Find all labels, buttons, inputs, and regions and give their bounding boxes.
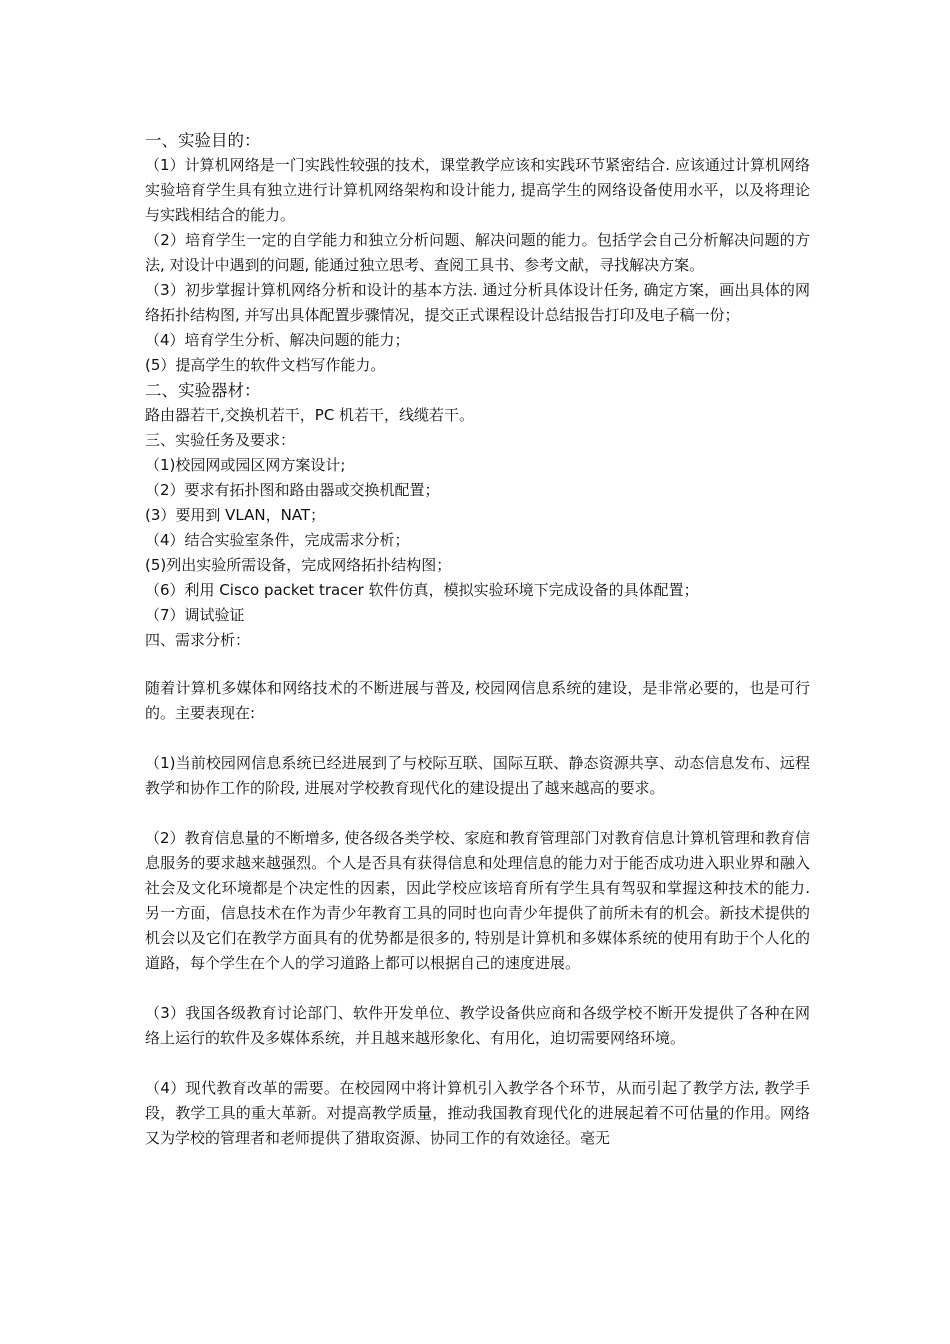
spacer <box>145 801 810 826</box>
spacer <box>145 653 810 676</box>
equipment-list: 路由器若干,交换机若干，PC 机若干，线缆若干。 <box>145 406 475 424</box>
requirements-item-1: （1)当前校园网信息系统已经进展到了与校际互联、国际互联、静态资源共享、动态信息发布、远程教学和协作工作的阶段, 进展对学校教育现代化的建设提出了越来越高的要求。 <box>145 754 810 797</box>
section-heading-requirements: 四、需求分析： <box>145 631 251 649</box>
requirements-item-2: （2）教育信息量的不断增多, 使各级各类学校、家庭和教育管理部门对教育信息计算机管理和教育信息服务的要求越来越强烈。个人是否具有获得信息和处理信息的能力对于能否成功进入职业界和融入社会及文化环境都是个决定性的因素，因此学校应该培育所有学生具有驾驭和掌握这种技术的能力. 另一方面，信息技术在作为青少年教育工具的同时也向青少年提供了前所未有的机会。新技术提供的机会以及它们在教学方面具有的优势都是很多的, 特别是计算机和多媒体系统的使用有助于个人化的道路，每个学生在个人的学习道路上都可以根据自己的速度进展。 <box>145 829 810 972</box>
task-item-3: (3）要用到 VLAN，NAT； <box>145 506 326 524</box>
purpose-item-5: (5）提高学生的软件文档写作能力。 <box>145 356 386 374</box>
task-item-2: （2）要求有拓扑图和路由器或交换机配置； <box>145 481 440 499</box>
section-heading-tasks: 三、实验任务及要求： <box>145 431 296 449</box>
spacer <box>145 1051 810 1076</box>
task-item-4: （4）结合实验室条件，完成需求分析； <box>145 531 410 549</box>
task-item-6: （6）利用 Cisco packet tracer 软件仿真，模拟实验环境下完成设备的具体配置； <box>145 581 699 599</box>
requirements-item-4: （4）现代教育改革的需要。在校园网中将计算机引入教学各个环节，从而引起了教学方法, 教学手段，教学工具的重大革新。对提高教学质量，推动我国教育现代化的进展起着不可估量的作用。网络又为学校的管理者和老师提供了猎取资源、协同工作的有效途径。毫无 <box>145 1079 810 1147</box>
purpose-item-4: （4）培育学生分析、解决问题的能力； <box>145 331 410 349</box>
requirements-intro: 随着计算机多媒体和网络技术的不断进展与普及, 校园网信息系统的建设，是非常必要的，也是可行的。主要表现在: <box>145 679 810 722</box>
task-item-1: （1)校园网或园区网方案设计; <box>145 456 346 474</box>
purpose-item-2: （2）培育学生一定的自学能力和独立分析问题、解决问题的能力。包括学会自己分析解决问题的方法, 对设计中遇到的问题, 能通过独立思考、查阅工具书、参考文献，寻找解决方案。 <box>145 231 810 274</box>
section-heading-equipment: 二、实验器材： <box>145 381 261 400</box>
purpose-item-3: （3）初步掌握计算机网络分析和设计的基本方法. 通过分析具体设计任务, 确定方案，画出具体的网络拓扑结构图, 并写出具体配置步骤情况，提交正式课程设计总结报告打印及电子稿一份； <box>145 281 810 324</box>
purpose-item-1: （1）计算机网络是一门实践性较强的技术，课堂教学应该和实践环节紧密结合. 应该通过计算机网络实验培育学生具有独立进行计算机网络架构和设计能力, 提高学生的网络设备使用水平，以及将理论与实践相结合的能力。 <box>145 156 810 224</box>
spacer <box>145 976 810 1001</box>
task-item-7: （7）调试验证 <box>145 606 245 624</box>
section-heading-purpose: 一、实验目的： <box>145 131 261 150</box>
task-item-5: (5)列出实验所需设备，完成网络拓扑结构图； <box>145 556 452 574</box>
spacer <box>145 726 810 751</box>
document-body <box>145 128 810 1151</box>
requirements-item-3: （3）我国各级教育讨论部门、软件开发单位、教学设备供应商和各级学校不断开发提供了各种在网络上运行的软件及多媒体系统，并且越来越形象化、有用化，迫切需要网络环境。 <box>145 1004 810 1047</box>
